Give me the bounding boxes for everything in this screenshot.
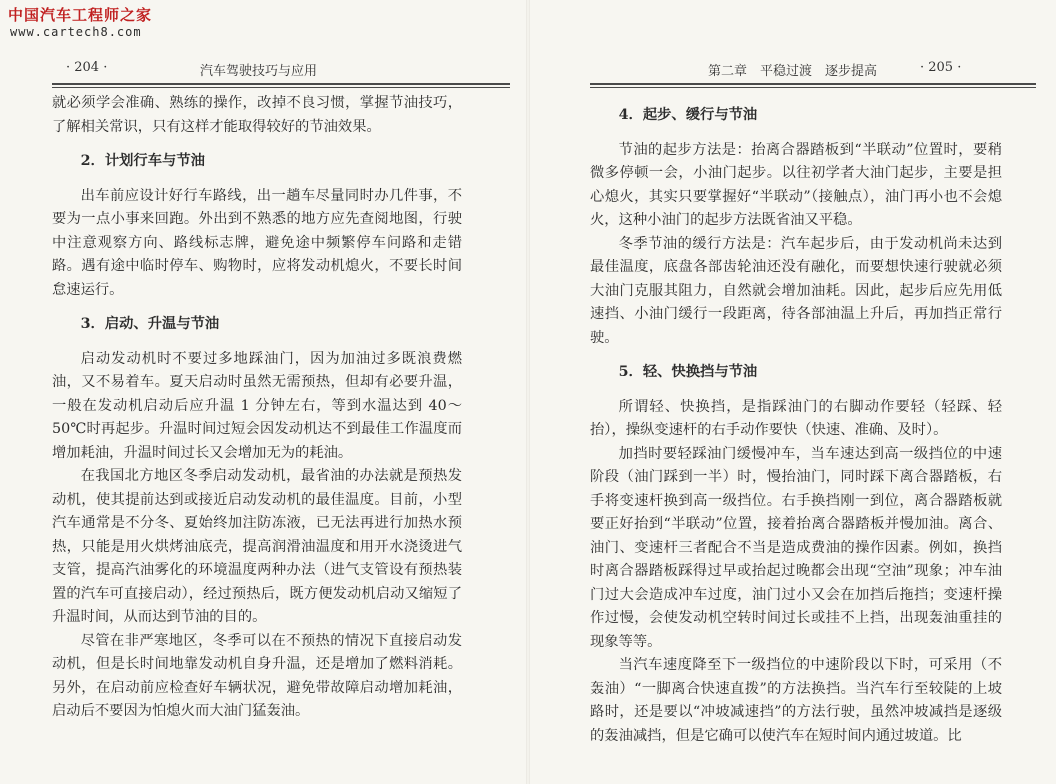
right-running-title: 第二章 平稳过渡 逐步提高	[708, 64, 878, 79]
paragraph: 在我国北方地区冬季启动发动机，最省油的办法就是预热发动机，使其提前达到或接近启动发动机的最佳温度。目前，小型汽车通常是不分冬、夏始终加注防冻液，已无法再进行加热水预热，只能是用火烘烤油底壳，提高润滑油温度和用开水浇烫进气支管，提高汽油雾化的环境温度两种办法（进气支管设有预热装置的汽车可直接启动），经过预热后，既方便发动机启动又缩短了升温时间，从而达到节油的目的。	[52, 468, 462, 625]
watermark-url: www.cartech8.com	[10, 25, 142, 39]
left-page-header	[52, 60, 510, 80]
section-heading: 2．计划行车与节油	[80, 153, 205, 169]
left-header-rule	[52, 83, 510, 85]
right-page-body	[590, 104, 1002, 748]
paragraph: 就必须学会准确、熟练的操作，改掉不良习惯，掌握节油技巧，了解相关常识，只有这样才能取得较好的节油效果。	[52, 95, 462, 135]
paragraph: 启动发动机时不要过多地踩油门，因为加油过多既浪费燃油，又不易着车。夏天启动时虽然无需预热，但却有必要升温，一般在发动机启动后应升温 1 分钟左右，等到水温达到 40～50℃时再起步。升温时间过短会因发动机达不到最佳工作温度而增加耗油，升温时间过长又会增加无为的耗油。	[52, 350, 462, 461]
left-page-body	[52, 92, 462, 724]
left-page-number: · 204 ·	[66, 60, 108, 75]
left-header-rule-thin	[52, 87, 510, 88]
left-running-title: 汽车驾驶技巧与应用	[200, 64, 318, 79]
paragraph: 当汽车速度降至下一级挡位的中速阶段以下时，可采用（不轰油）“一脚离合快速直拨”的方法换挡。当汽车行至较陡的上坡路时，还是要以“冲坡减速挡”的方法行驶，虽然冲坡减挡是逐级的轰油减挡，但是它确可以使汽车在短时间内通过坡道。比	[590, 657, 1002, 744]
watermark-site-name: 中国汽车工程师之家	[8, 6, 153, 24]
right-header-rule	[590, 83, 1036, 85]
right-page	[528, 0, 1056, 784]
right-page-header	[590, 60, 1036, 80]
paragraph: 尽管在非严寒地区，冬季可以在不预热的情况下直接启动发动机，但是长时间地靠发动机自身升温，还是增加了燃料消耗。另外，在启动前应检查好车辆状况，避免带故障启动增加耗油，启动后不要因为怕熄火而大油门猛轰油。	[52, 632, 462, 719]
paragraph: 出车前应设计好行车路线，出一趟车尽量同时办几件事，不要为一点小事来回跑。外出到不熟悉的地方应先查阅地图，行驶中注意观察方向、路线标志牌，避免途中频繁停车问路和走错路。遇有途中临时停车、购物时，应将发动机熄火，不要长时间怠速运行。	[52, 187, 462, 298]
section-heading: 3．启动、升温与节油	[80, 316, 220, 332]
paragraph: 节油的起步方法是：抬离合器踏板到“半联动”位置时，要稍微多停顿一会，小油门起步。以往初学者大油门起步，主要是担心熄火，其实只要掌握好“半联动”（接触点），油门再小也不会熄火，这种小油门的起步方法既省油又平稳。	[590, 141, 1002, 228]
paragraph: 所谓轻、快换挡，是指踩油门的右脚动作要轻（轻踩、轻抬），操纵变速杆的右手动作要快（快速、准确、及时）。	[590, 398, 1002, 438]
paragraph: 加挡时要轻踩油门缓慢冲车，当车速达到高一级挡位的中速阶段（油门踩到一半）时，慢抬油门，同时踩下离合器踏板，右手将变速杆换到高一级挡位。右手换挡刚一到位，离合器踏板就要正好抬到“半联动”位置，接着抬离合器踏板并慢加油。离合、油门、变速杆三者配合不当是造成费油的操作因素。例如，换挡时离合器踏板踩得过早或抬起过晚都会出现“空油”现象；冲车油门过大会造成冲车过度，油门过小又会在加挡后拖挡；变速杆操作过慢，会使发动机空转时间过长或挂不上挡，出现轰油重挂的现象等等。	[590, 445, 1002, 650]
paragraph: 冬季节油的缓行方法是：汽车起步后，由于发动机尚未达到最佳温度，底盘各部齿轮油还没有融化，而要想快速行驶就必须大油门克服其阻力，自然就会增加油耗。因此，起步后应先用低速挡、小油门缓行一段距离，待各部油温上升后，再加挡正常行驶。	[590, 235, 1002, 346]
right-header-rule-thin	[590, 87, 1036, 88]
section-heading: 5．轻、快换挡与节油	[618, 364, 758, 380]
section-heading: 4．起步、缓行与节油	[618, 107, 758, 123]
right-page-number: · 205 ·	[920, 60, 962, 75]
